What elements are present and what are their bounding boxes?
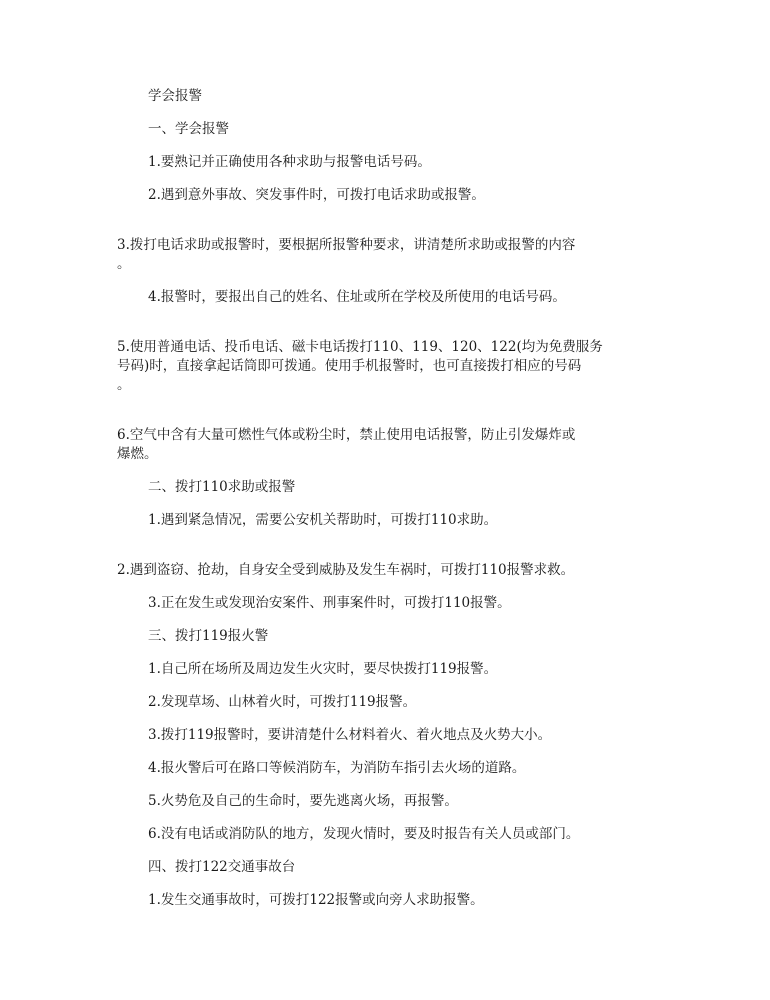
paragraph: 1.自己所在场所及周边发生火灾时，要尽快拨打119报警。 bbox=[148, 661, 498, 677]
paragraph-continued: 爆燃。 bbox=[117, 446, 158, 462]
paragraph: 2.遇到盗窃、抢劫，自身安全受到威胁及发生车祸时，可拨打110报警求救。 bbox=[117, 562, 575, 578]
section-heading-1: 一、学会报警 bbox=[148, 121, 229, 137]
paragraph: 1.发生交通事故时，可拨打122报警或向旁人求助报警。 bbox=[148, 892, 484, 908]
paragraph: 5.火势危及自己的生命时，要先逃离火场，再报警。 bbox=[148, 793, 458, 809]
document-title: 学会报警 bbox=[148, 88, 202, 104]
paragraph: 6.没有电话或消防队的地方，发现火情时，要及时报告有关人员或部门。 bbox=[148, 826, 580, 842]
paragraph-continued: 。 bbox=[117, 377, 131, 393]
paragraph: 4.报警时，要报出自己的姓名、住址或所在学校及所使用的电话号码。 bbox=[148, 289, 566, 305]
paragraph-continued: 。 bbox=[117, 256, 131, 272]
paragraph: 2.发现草场、山林着火时，可拨打119报警。 bbox=[148, 694, 417, 710]
paragraph: 3.正在发生或发现治安案件、刑事案件时，可拨打110报警。 bbox=[148, 595, 511, 611]
paragraph: 1.要熟记并正确使用各种求助与报警电话号码。 bbox=[148, 154, 431, 170]
section-heading-2: 二、拨打110求助或报警 bbox=[148, 479, 296, 495]
paragraph-continued: 号码)时，直接拿起话筒即可拨通。使用手机报警时，也可直接拨打相应的号码 bbox=[117, 358, 582, 374]
section-heading-4: 四、拨打122交通事故台 bbox=[148, 859, 296, 875]
paragraph: 5.使用普通电话、投币电话、磁卡电话拨打110、119、120、122(均为免费服务 bbox=[117, 339, 603, 355]
section-heading-3: 三、拨打119报火警 bbox=[148, 628, 269, 644]
paragraph: 6.空气中含有大量可燃性气体或粉尘时，禁止使用电话报警，防止引发爆炸或 bbox=[117, 427, 576, 443]
paragraph: 1.遇到紧急情况，需要公安机关帮助时，可拨打110求助。 bbox=[148, 512, 498, 528]
paragraph: 2.遇到意外事故、突发事件时，可拨打电话求助或报警。 bbox=[148, 187, 485, 203]
paragraph: 3.拨打电话求助或报警时，要根据所报警种要求，讲清楚所求助或报警的内容 bbox=[117, 237, 576, 253]
paragraph: 4.报火警后可在路口等候消防车，为消防车指引去火场的道路。 bbox=[148, 760, 526, 776]
paragraph: 3.拨打119报警时，要讲清楚什么材料着火、着火地点及火势大小。 bbox=[148, 727, 552, 743]
